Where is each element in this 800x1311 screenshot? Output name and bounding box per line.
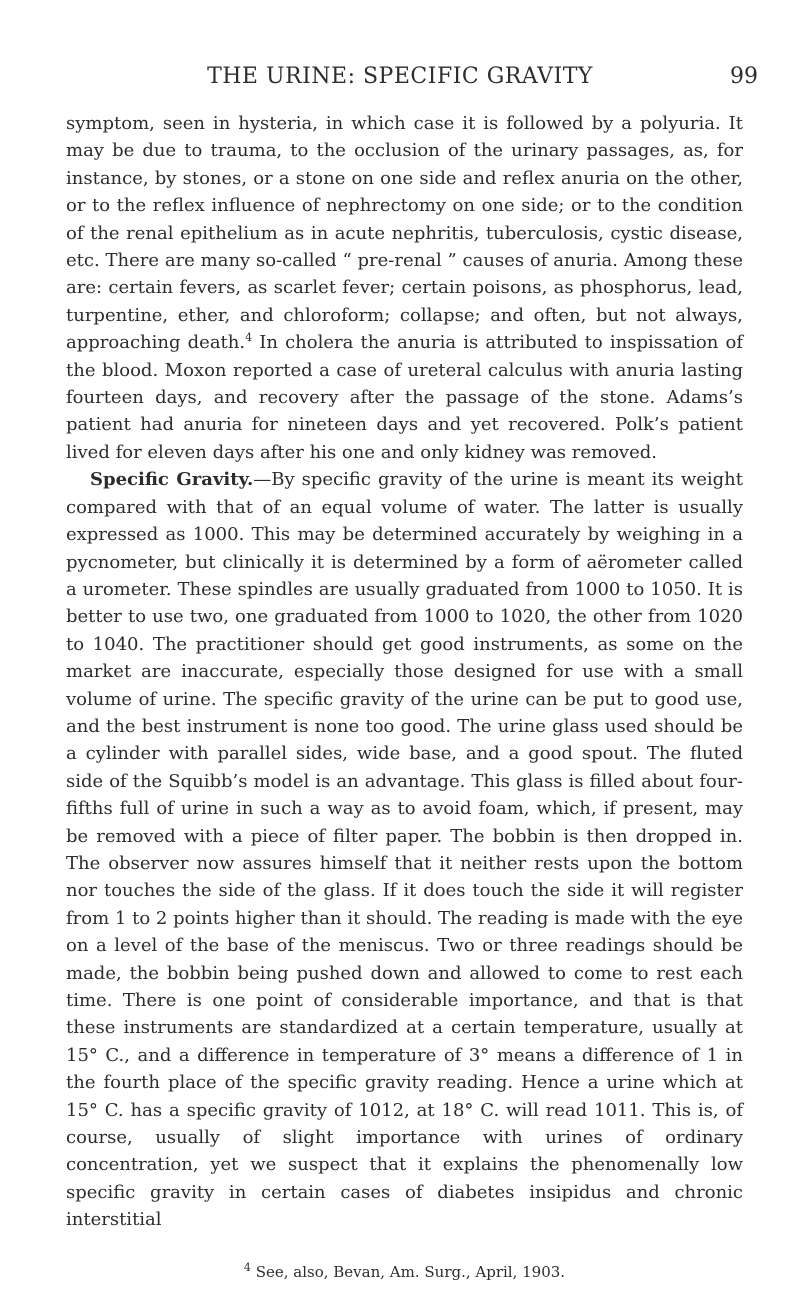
section-heading: Specific Gravity. — [90, 469, 254, 491]
running-head: THE URINE: SPECIFIC GRAVITY — [207, 64, 593, 89]
body-text — [66, 110, 743, 1234]
footnote-marker: 4 — [243, 1261, 251, 1274]
paragraph-anuria-text-a: symptom, seen in hysteria, in which case it is followed by a polyuria. It may be due to trauma, to the occlusion of the urinary passages, as, for instance, by stones, or a stone on one side and reflex anuria on the other, or to the reflex influence of nephrectomy on one side; or to the condition of the renal epithelium as in acute nephritis, tuberculosis, cystic disease, etc. There are many so-called “ pre-renal ” causes of anuria. Among these are: certain fevers, as scarlet fever; certain poisons, as phosphorus, lead, turpentine, ether, and chloroform; collapse; and often, but not always, approaching death. — [66, 113, 743, 354]
page-header — [0, 64, 800, 94]
paragraph-specific-gravity — [66, 466, 743, 1233]
footnote-reference: 4 — [245, 331, 253, 345]
footnote-text: See, also, Bevan, Am. Surg., April, 1903. — [255, 1263, 566, 1281]
footnote — [66, 1263, 743, 1281]
paragraph-specific-gravity-text: —By specific gravity of the urine is meant its weight compared with that of an equal volume of water. The latter is usually expressed as 1000. This may be determined accurately by weighing in a pycnometer, but clinically it is determined by a form of aërometer called a urometer. These spindles are usually graduated from 1000 to 1050. It is better to use two, one graduated from 1000 to 1020, the other from 1020 to 1040. The practitioner should get good instruments, as some on the market are inaccurate, especially those designed for use with a small volume of urine. The specific gravity of the urine can be put to good use, and the best instrument is none too good. The urine glass used should be a cylinder with parallel sides, wide base, and a good spout. The fluted side of the Squibb’s model is an advantage. This glass is filled about four-fifths full of urine in such a way as to avoid foam, which, if present, may be removed with a piece of filter paper. The bobbin is then dropped in. The observer now assures himself that it neither rests upon the bottom nor touches the side of the glass. If it does touch the side it will register from 1 to 2 points higher than it should. The reading is made with the eye on a level of the base of the meniscus. Two or three readings should be made, the bobbin being pushed down and allowed to come to rest each time. There is one point of considerable importance, and that is that these instruments are standardized at a certain temperature, usually at 15° C., and a difference in temperature of 3° means a difference of 1 in the fourth place of the specific gravity reading. Hence a urine which at 15° C. has a specific gravity of 1012, at 18° C. will read 1011. This is, of course, usually of slight importance with urines of ordinary concentration, yet we suspect that it explains the phenomenally low specific gravity in certain cases of diabetes insipidus and chronic interstitial — [66, 469, 743, 1231]
paragraph-anuria-text-b: In cholera the anuria is attributed to inspissation of the blood. Moxon reported a case of ureteral calculus with anuria lasting fourteen days, and recovery after the passage of the stone. Adams’s patient had anuria for nineteen days and yet recovered. Polk’s patient lived for eleven days after his one and only kidney was removed. — [66, 332, 744, 463]
page-number: 99 — [730, 64, 758, 89]
paragraph-anuria — [66, 110, 743, 466]
